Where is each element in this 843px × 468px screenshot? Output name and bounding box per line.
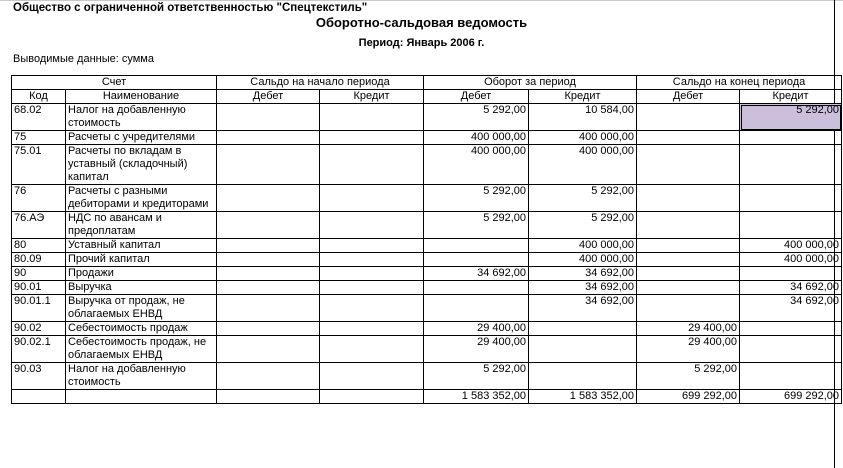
turnover-credit[interactable] bbox=[529, 363, 637, 390]
closing-debit[interactable] bbox=[637, 239, 740, 253]
col-closing-debit: Дебет bbox=[637, 90, 740, 104]
turnover-debit[interactable]: 400 000,00 bbox=[424, 145, 529, 185]
closing-credit[interactable]: 34 692,00 bbox=[740, 281, 842, 295]
turnover-debit[interactable]: 29 400,00 bbox=[424, 322, 529, 336]
closing-debit[interactable] bbox=[637, 185, 740, 212]
table-row[interactable] bbox=[12, 131, 842, 145]
table-row[interactable] bbox=[12, 239, 842, 253]
turnover-credit[interactable]: 400 000,00 bbox=[529, 131, 637, 145]
turnover-debit[interactable]: 400 000,00 bbox=[424, 131, 529, 145]
account-name: Прочий капитал bbox=[66, 253, 217, 267]
opening-credit[interactable] bbox=[320, 145, 424, 185]
col-name: Наименование bbox=[66, 90, 217, 104]
totals-code-cell bbox=[12, 390, 66, 404]
opening-credit[interactable] bbox=[320, 267, 424, 281]
closing-debit[interactable] bbox=[637, 212, 740, 239]
total-turnover-credit: 1 583 352,00 bbox=[529, 390, 637, 404]
closing-credit[interactable]: 400 000,00 bbox=[740, 239, 842, 253]
account-name: Расчеты по вкладам в уставный (складочный) капитал bbox=[66, 145, 217, 185]
opening-debit[interactable] bbox=[217, 322, 320, 336]
opening-credit[interactable] bbox=[320, 253, 424, 267]
turnover-debit[interactable]: 5 292,00 bbox=[424, 212, 529, 239]
opening-credit[interactable] bbox=[320, 295, 424, 322]
opening-credit[interactable] bbox=[320, 281, 424, 295]
opening-debit[interactable] bbox=[217, 363, 320, 390]
account-code: 90 bbox=[12, 267, 66, 281]
turnover-credit[interactable]: 34 692,00 bbox=[529, 281, 637, 295]
opening-debit[interactable] bbox=[217, 212, 320, 239]
total-opening-debit bbox=[217, 390, 320, 404]
col-opening-credit: Кредит bbox=[320, 90, 424, 104]
account-code: 76 bbox=[12, 185, 66, 212]
turnover-credit[interactable]: 10 584,00 bbox=[529, 104, 637, 131]
closing-debit[interactable] bbox=[637, 145, 740, 185]
opening-debit[interactable] bbox=[217, 239, 320, 253]
turnover-debit[interactable]: 34 692,00 bbox=[424, 267, 529, 281]
turnover-credit[interactable]: 5 292,00 bbox=[529, 185, 637, 212]
totals-name-cell bbox=[66, 390, 217, 404]
closing-debit[interactable] bbox=[637, 295, 740, 322]
turnover-debit[interactable]: 5 292,00 bbox=[424, 104, 529, 131]
closing-credit[interactable] bbox=[740, 185, 842, 212]
closing-credit[interactable] bbox=[740, 363, 842, 390]
closing-credit-selected-cell[interactable]: 5 292,00 bbox=[740, 104, 842, 131]
turnover-debit[interactable] bbox=[424, 295, 529, 322]
table-row[interactable] bbox=[12, 322, 842, 336]
closing-credit[interactable] bbox=[740, 322, 842, 336]
total-closing-debit: 699 292,00 bbox=[637, 390, 740, 404]
turnover-credit[interactable]: 400 000,00 bbox=[529, 239, 637, 253]
closing-credit[interactable]: 400 000,00 bbox=[740, 253, 842, 267]
closing-debit[interactable]: 5 292,00 bbox=[637, 363, 740, 390]
output-data-label: Выводимые данные: сумма bbox=[13, 53, 154, 65]
account-code: 68.02 bbox=[12, 104, 66, 131]
opening-debit[interactable] bbox=[217, 104, 320, 131]
closing-credit[interactable]: 34 692,00 bbox=[740, 295, 842, 322]
table-row[interactable] bbox=[12, 281, 842, 295]
totals-row bbox=[12, 390, 842, 404]
turnover-credit[interactable]: 34 692,00 bbox=[529, 295, 637, 322]
table-row[interactable] bbox=[12, 267, 842, 281]
turnover-credit[interactable]: 34 692,00 bbox=[529, 267, 637, 281]
col-closing-credit: Кредит bbox=[740, 90, 842, 104]
group-turnover: Оборот за период bbox=[424, 76, 637, 90]
opening-debit[interactable] bbox=[217, 185, 320, 212]
col-opening-debit: Дебет bbox=[217, 90, 320, 104]
turnover-debit[interactable]: 29 400,00 bbox=[424, 336, 529, 363]
opening-debit[interactable] bbox=[217, 336, 320, 363]
group-account: Счет bbox=[12, 76, 217, 90]
account-name: Выручка от продаж, не облагаемых ЕНВД bbox=[66, 295, 217, 322]
table-row[interactable] bbox=[12, 145, 842, 185]
account-code: 90.03 bbox=[12, 363, 66, 390]
table-row[interactable] bbox=[12, 253, 842, 267]
company-name: Общество с ограниченной ответственностью "Спецтекстиль" bbox=[13, 2, 368, 14]
table-row[interactable] bbox=[12, 336, 842, 363]
account-code: 76.АЭ bbox=[12, 212, 66, 239]
turnover-credit[interactable]: 5 292,00 bbox=[529, 212, 637, 239]
turnover-debit[interactable] bbox=[424, 281, 529, 295]
table-row[interactable] bbox=[12, 104, 842, 131]
turnover-debit[interactable]: 5 292,00 bbox=[424, 185, 529, 212]
closing-debit[interactable]: 29 400,00 bbox=[637, 336, 740, 363]
turnover-debit[interactable]: 5 292,00 bbox=[424, 363, 529, 390]
opening-debit[interactable] bbox=[217, 295, 320, 322]
group-closing-balance: Сальдо на конец периода bbox=[637, 76, 842, 90]
group-header-row bbox=[12, 76, 842, 90]
opening-debit[interactable] bbox=[217, 131, 320, 145]
report-period: Период: Январь 2006 г. bbox=[358, 37, 485, 49]
opening-credit[interactable] bbox=[320, 239, 424, 253]
account-code: 80.09 bbox=[12, 253, 66, 267]
total-closing-credit: 699 292,00 bbox=[740, 390, 842, 404]
closing-debit[interactable] bbox=[637, 281, 740, 295]
account-code: 90.01.1 bbox=[12, 295, 66, 322]
turnover-credit[interactable]: 400 000,00 bbox=[529, 253, 637, 267]
report-title: Оборотно-сальдовая ведомость bbox=[315, 15, 528, 30]
account-name: Продажи bbox=[66, 267, 217, 281]
closing-debit[interactable] bbox=[637, 267, 740, 281]
account-name: Себестоимость продаж, не облагаемых ЕНВД bbox=[66, 336, 217, 363]
opening-credit[interactable] bbox=[320, 322, 424, 336]
turnover-debit[interactable] bbox=[424, 253, 529, 267]
account-code: 90.02 bbox=[12, 322, 66, 336]
top-border bbox=[0, 0, 843, 1]
turnover-balance-sheet bbox=[11, 75, 842, 404]
table-row[interactable] bbox=[12, 185, 842, 212]
account-name: Налог на добавленную стоимость bbox=[66, 104, 217, 131]
opening-debit[interactable] bbox=[217, 267, 320, 281]
turnover-credit[interactable] bbox=[529, 336, 637, 363]
account-code: 90.02.1 bbox=[12, 336, 66, 363]
opening-debit[interactable] bbox=[217, 145, 320, 185]
closing-debit[interactable] bbox=[637, 104, 740, 131]
account-code: 90.01 bbox=[12, 281, 66, 295]
account-code: 75 bbox=[12, 131, 66, 145]
account-name: Расчеты с учредителями bbox=[66, 131, 217, 145]
account-name: Себестоимость продаж bbox=[66, 322, 217, 336]
col-code: Код bbox=[12, 90, 66, 104]
table-row[interactable] bbox=[12, 212, 842, 239]
turnover-credit[interactable] bbox=[529, 322, 637, 336]
closing-credit[interactable] bbox=[740, 131, 842, 145]
closing-credit[interactable] bbox=[740, 145, 842, 185]
turnover-debit[interactable] bbox=[424, 239, 529, 253]
opening-credit[interactable] bbox=[320, 185, 424, 212]
turnover-credit[interactable]: 400 000,00 bbox=[529, 145, 637, 185]
account-name: Налог на добавленную стоимость bbox=[66, 363, 217, 390]
col-turnover-credit: Кредит bbox=[529, 90, 637, 104]
account-name: Расчеты с разными дебиторами и кредиторами bbox=[66, 185, 217, 212]
opening-credit[interactable] bbox=[320, 104, 424, 131]
closing-debit[interactable] bbox=[637, 131, 740, 145]
column-header-row bbox=[12, 90, 842, 104]
opening-debit[interactable] bbox=[217, 281, 320, 295]
total-turnover-debit: 1 583 352,00 bbox=[424, 390, 529, 404]
closing-debit[interactable] bbox=[637, 253, 740, 267]
table-row[interactable] bbox=[12, 295, 842, 322]
opening-credit[interactable] bbox=[320, 363, 424, 390]
opening-debit[interactable] bbox=[217, 253, 320, 267]
closing-credit[interactable] bbox=[740, 267, 842, 281]
account-name: Выручка bbox=[66, 281, 217, 295]
table-row[interactable] bbox=[12, 363, 842, 390]
opening-credit[interactable] bbox=[320, 336, 424, 363]
closing-credit[interactable] bbox=[740, 336, 842, 363]
account-code: 75.01 bbox=[12, 145, 66, 185]
total-opening-credit bbox=[320, 390, 424, 404]
group-opening-balance: Сальдо на начало периода bbox=[217, 76, 424, 90]
opening-credit[interactable] bbox=[320, 131, 424, 145]
closing-credit[interactable] bbox=[740, 212, 842, 239]
account-name: Уставный капитал bbox=[66, 239, 217, 253]
closing-debit[interactable]: 29 400,00 bbox=[637, 322, 740, 336]
col-turnover-debit: Дебет bbox=[424, 90, 529, 104]
account-name: НДС по авансам и предоплатам bbox=[66, 212, 217, 239]
opening-credit[interactable] bbox=[320, 212, 424, 239]
account-code: 80 bbox=[12, 239, 66, 253]
